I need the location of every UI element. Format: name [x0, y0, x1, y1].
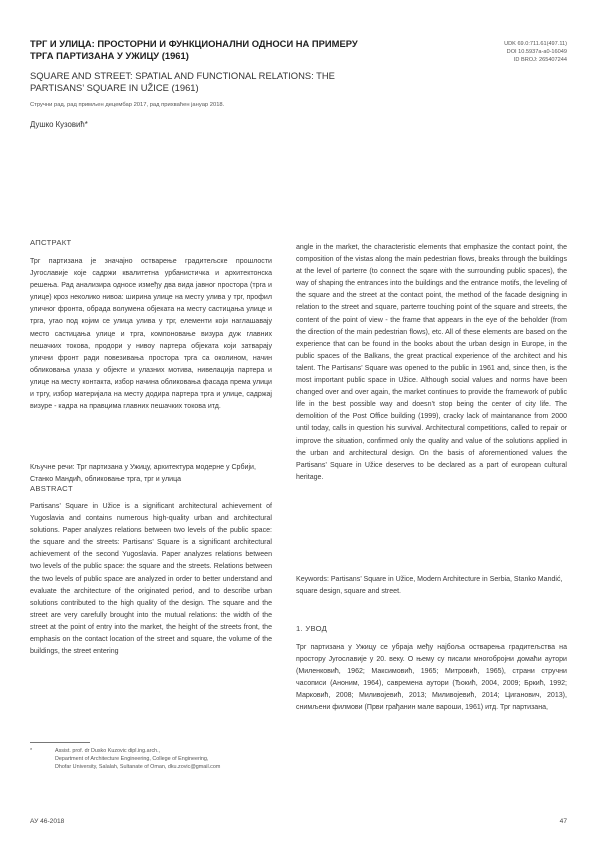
title-serbian: ТРГ И УЛИЦА: ПРОСТОРНИ И ФУНКЦИОНАЛНИ ОДНОСИ НА ПРИМЕРУ ТРГА ПАРТИЗАНА У УЖИЦУ (1961) [30, 38, 358, 61]
abstract-sr-text: Трг партизана је значајно остварење градитељске прошлости Југославије које садржи квалитетна урбанистичка и архитектонска решења. Рад анализира односе између два вида јавног простора (трга и улице) кроз неколико нивоа: ширина улице на месту улива у трг, профил уличног фронта, обрада волумена објеката на месту састицања улице и трга, угао под којим се улица улива у трг, елементи који наглашавају место састицања улице и трга, компоновање визура дуж главних пешачких токова, продори у нивоу партера објеката који затварају улични фронт ради повезивања простора трга са околином, начин обликовања улаза у објекте и улазних мотива, нивелација партера и улице на месту контакта, избор начина обликовања фасада према улици и тргу, избор материјала на месту додира партера трга и улице, садржај визуре - кадра на правцима главних пешачких токова итд. [30, 258, 272, 411]
footnote-mark: * [30, 748, 33, 754]
footnote-line-3: Dhofar University, Salalah, Sultanate of Oman, dku.zovic@gmail.com [55, 764, 221, 770]
keywords-sr: Кључне речи: Трг партизана у Ужицу, архитектура модерне у Србији, Станко Мандић, обликовање трга, трг и улица [30, 464, 256, 484]
abstract-sr-heading: АПСТРАКТ [30, 238, 72, 247]
abstract-en-heading: ABSTRACT [30, 484, 73, 493]
title-english: SQUARE AND STREET: SPATIAL AND FUNCTIONAL RELATIONS: THE PARTISANS’ SQUARE IN UŽICE (1961) [30, 70, 335, 93]
footnote [30, 747, 270, 771]
udk-code: UDK 69.0:711.61(497.11) [504, 41, 567, 47]
classification-block [417, 40, 567, 64]
footnote-rule [30, 742, 90, 743]
id-number: ID BROJ: 265407244 [513, 57, 567, 63]
received-note: Стручни рад, рад примљен децембар 2017, рад прихваћен јануар 2018. [30, 102, 225, 108]
intro-text: Трг партизана у Ужицу се убраја међу најбоља остварења градитељства на простору Југославије у 20. веку. О њему су писали многобројни домаћи аутори (Миленковић, 1962; Максимовић, 1965; Митровић, 1965), страни стручни часописи (Аноним, 1964), савремена аутори (Ђокић, 2004, 2009; Бркић, 1992; Марковић, 2008; Миливојевић, 2013; Миливојевић, 2014; Циганович, 2013), снимљени филмови (Први грађанин мале вароши, 1961) итд. Трг партизана, [296, 644, 567, 712]
abstract-en-text-col2: angle in the market, the characteristic elements that emphasize the contact point, the composition of the vistas along the main pedestrian flows, breaks through the buildings at the level of parterre (to connect the sqare with the surrounding public spaces), the way of shaping the entrances into the buildings and the entrance motifs, the leveling of the square and the street at the contact point, the method of the facade designing in relation to the street and square, parterre touching point of the square and streets, the content of the point of view - the frame that appears in the eye of the beholder (from the direction of the main pedestrian flows), etc. All of these elements are based on the experience that can be found in the books about the urban design in Europe, in the public spaces of the Balkans, the great practical experience of the architect and his talent. The Partisans’ Square was opened to the public in 1961 and, since then, is the most important public space in Užice. Although social values and norms have been changed over and over again, the market continues to provide the framework of public life in the best possible way and doesn’t stop being the center of city life. The demolition of the Post Office building (1999), cracky lack of maintanance from 2000 until today, calls in question his survival. Architectural competitions, called to repair or improve the situation, confirmed only the quality and value of the solutions applied in the urban and architectural design. On the basis of aforementioned values the Partisans’ Square in Užice deserves to be declared as a part of european cultural heritage. [296, 244, 567, 481]
doi-code: DOI 10.5937a-a0-16049 [506, 49, 567, 55]
footnote-line-2: Department of Architecture Engineering, College of Engineering, [55, 756, 209, 762]
footnote-line-1: Assist. prof. dr Dusko Kuzovic dipl.ing.arch., [55, 748, 161, 754]
intro-heading: 1. УВОД [296, 624, 328, 633]
author-name: Душко Кузовић* [30, 120, 88, 129]
page-number: 47 [559, 818, 567, 825]
journal-footer: АУ 46-2018 [30, 818, 65, 825]
keywords-en: Keywords: Partisans’ Square in Užice, Modern Architecture in Serbia, Stanko Mandić, square design, square and street. [296, 576, 563, 596]
abstract-en-text-col1: Partisans’ Square in Užice is a significant architectural achievement of Yugoslavia and contains numerous high-quality urban and architectural solutions. Paper analyzes relations between two levels of the public space: the square and the streets: Partisans’ Square is a significant architectural achievement of the second Yugoslavia. Paper analyzes relations between two levels of the public space: the square and the streets. Relations between the two levels of public space are analyzed in order to better understand and evaluate the architecture of the originated period, and to describe urban solutions contributed to the high quality of the design. The square and the street are very carefully brought into the mutual relations: the width of the street at the point of entry into the market, the height of the streets front, the emphasis on the contact location of the street and square, the volume of the buildings, the street entering [30, 503, 272, 656]
